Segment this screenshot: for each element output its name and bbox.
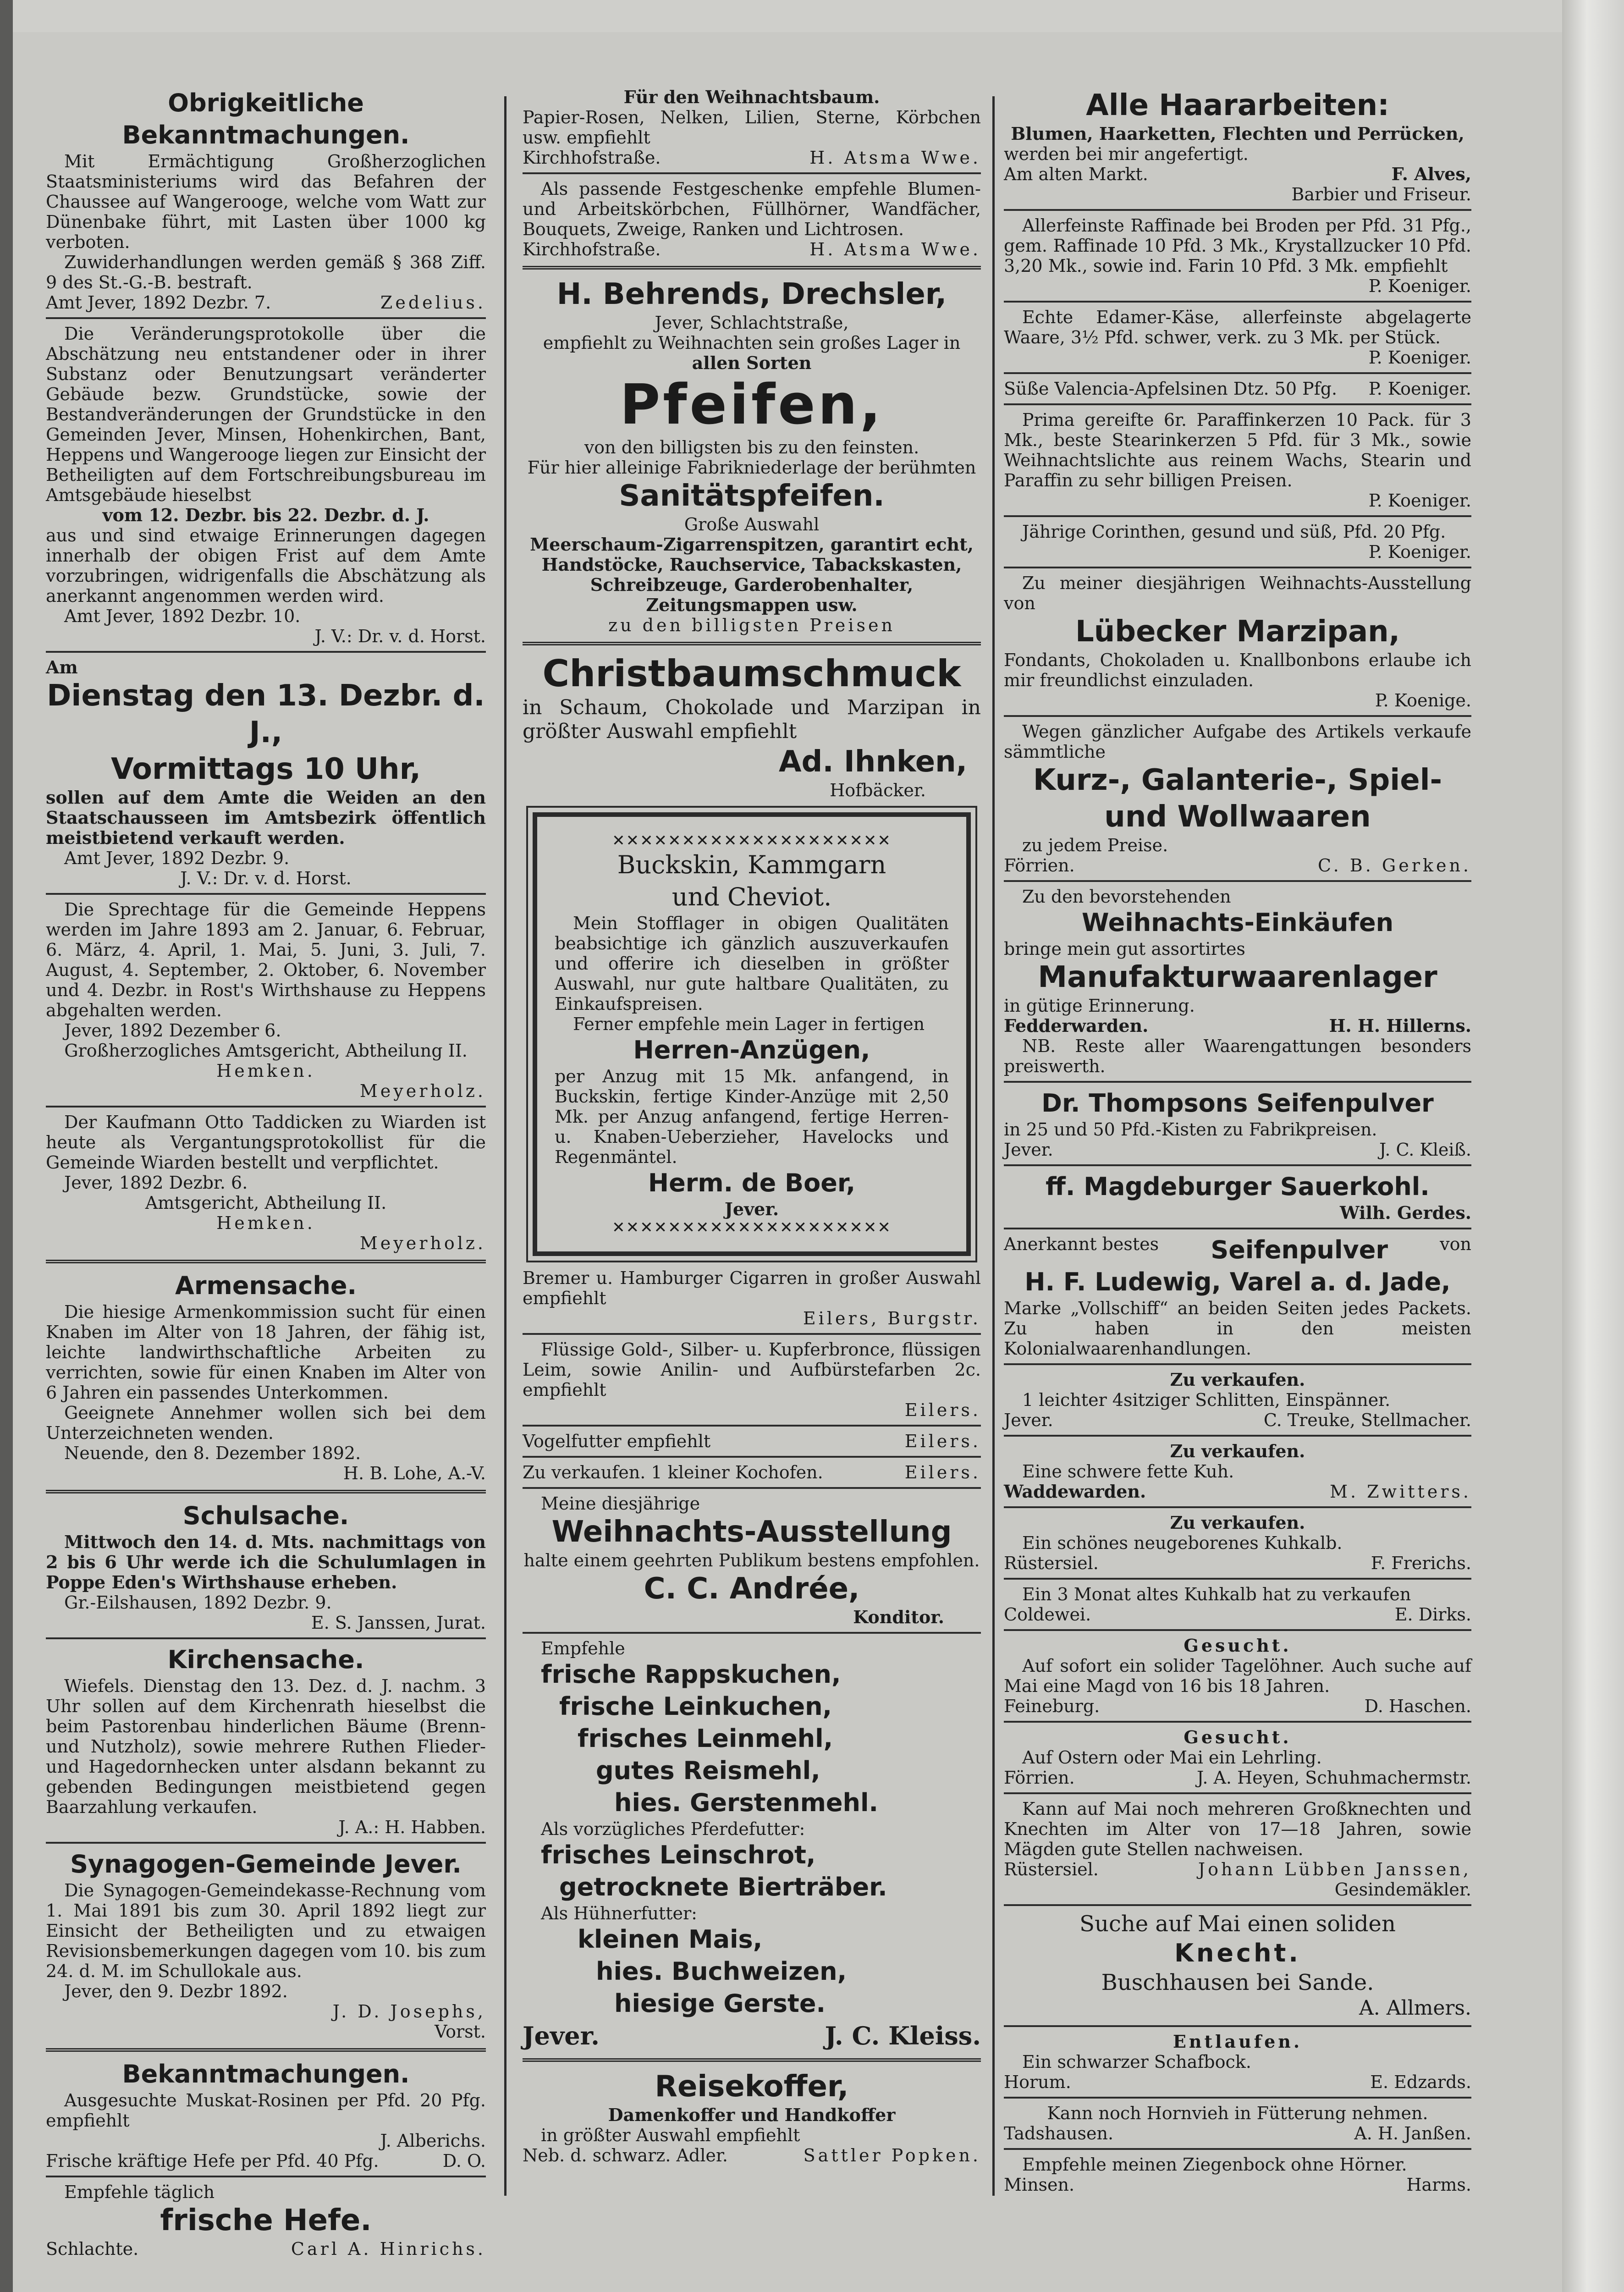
ad-escaped-sign: Horum. E. Edzards. [1004, 2072, 1471, 2092]
ad-kleiss-chicken: Als Hühnerfutter: [541, 1903, 697, 1923]
ad-sale-cow-sign: Waddewarden. M. Zwitters. [1004, 1481, 1471, 1502]
ad-popken-sub: Damenkoffer und Handkoffer [608, 2105, 896, 2125]
auction-time: Vormittags 10 Uhr, [110, 752, 421, 786]
ad-janssen: Kann auf Mai noch mehreren Großknechten und Knechten im Alter von 17—18 Jahren, sowie Mägden gute Stellen nachweisen. [1004, 1799, 1471, 1859]
ad-koeniger-candles: Prima gereifte 6r. Paraffinkerzen 10 Pack. für 3 Mk., beste Stearinkerzen 5 Pfd. für 3 Mk., sowie Weihnachtslichte aus reinem Wachs, Stearin und Paraffin zu sehr billigen Preisen. [1004, 410, 1471, 490]
ad-hillerns-title-1: Weihnachts-Einkäufen [1081, 908, 1394, 937]
divider [1004, 715, 1471, 717]
ad-behrends-all: allen Sorten [692, 353, 812, 373]
ad-koeniger-sugar-sign: P. Koeniger. [1368, 276, 1471, 296]
divider [1004, 1629, 1471, 1631]
ad-marzipan-sign: P. Koenige. [1375, 690, 1471, 711]
notice-school-sign: E. S. Janssen, Jurat. [311, 1613, 486, 1633]
ad-kleiss-l5: hies. Gerstenmehl. [614, 1788, 878, 1817]
ad-allmers-text: Suche auf Mai einen soliden [1079, 1911, 1396, 1937]
notice-signature-name: J. V.: Dr. v. d. Horst. [314, 626, 486, 646]
section-title-school: Schulsache. [182, 1501, 349, 1530]
ad-yeast-row: Frische kräftige Hefe per Pfd. 40 Pfg. D. O. [46, 2151, 486, 2171]
ad-daily: Empfehle täglich [64, 2182, 215, 2202]
notice-judge: Hemken. [216, 1061, 315, 1081]
ad-allmers-sign: A. Allmers. [1359, 1996, 1471, 2020]
divider [46, 317, 486, 319]
notice-poor-relief-sign: H. B. Lohe, A.-V. [343, 1463, 486, 1483]
ad-dirks-sign: Coldewei. E. Dirks. [1004, 1604, 1471, 1625]
ad-gerken-price: zu jedem Preise. [1022, 835, 1168, 855]
ad-behrends-items: Meerschaum-Zigarrenspitzen, garantirt echt, Handstöcke, Rauchservice, Tabackskasten, Schreibzeuge, Garderobenhalter, Zeitungsmappen usw. [530, 534, 974, 615]
ad-de-boer-box [533, 812, 971, 1256]
divider [1004, 2025, 1471, 2027]
divider [523, 1456, 981, 1458]
ad-koeniger-cheese: Echte Edamer-Käse, allerfeinste abgelagerte Waare, 3½ Pfd. schwer, verk. zu 3 Mk. per Stück. [1004, 307, 1471, 347]
ad-thompson-title: Dr. Thompsons Seifenpulver [1041, 1089, 1434, 1118]
ad-janssen-sign: Rüstersiel. Johann Lübben Janssen, [1004, 1859, 1471, 1879]
ad-sale-cow-title: Zu verkaufen. [1170, 1441, 1305, 1461]
ad-koeniger-sugar: Allerfeinste Raffinade bei Broden per Pfd. 31 Pfg., gem. Raffinade 10 Pfd. 3 Mk., Krystallzucker 10 Pfd. 3,20 Mk., sowie ind. Farin 10 Pfd. 3 Mk. empfiehlt [1004, 215, 1471, 276]
notice-poor-relief-date: Neuende, den 8. Dezember 1892. [64, 1443, 361, 1463]
ad-kleiss-horse: Als vorzügliches Pferdefutter: [541, 1819, 805, 1839]
notice-court: Großherzogliches Amtsgericht, Abtheilung II. [64, 1041, 468, 1061]
ad-behrends-sanitary: Sanitätspfeifen. [619, 479, 885, 513]
ad-behrends-price: zu den billigsten Preisen [608, 615, 895, 635]
ad-ihnken-title: Christbaumschmuck [542, 652, 961, 695]
box-place: Jever. [724, 1199, 779, 1219]
notice-synagogue-date: Jever, den 9. Dezbr 1892. [64, 1981, 288, 2001]
divider [46, 2176, 486, 2177]
divider [1004, 2097, 1471, 2099]
divider [46, 2048, 486, 2052]
divider [46, 1490, 486, 1493]
notice-wangerooge: Mit Ermächtigung Großherzoglichen Staatsministeriums wird das Befahren der Chaussee auf Wangerooge, welche vom Watt zur Dünenbake führt, mit Lasten über 1000 kg verboten. [46, 151, 486, 252]
ad-bronze: Flüssige Gold-, Silber- u. Kupferbronce, flüssigen Leim, sowie Anilin- und Aufbürstefarben 2c. empfiehlt [523, 1339, 981, 1400]
ad-escaped: Ein schwarzer Schafbock. [1022, 2052, 1251, 2072]
ad-koeniger-cheese-sign: P. Koeniger. [1368, 347, 1471, 368]
notice-clerk: Meyerholz. [359, 1081, 486, 1101]
ad-kleiss-l6: frisches Leinschrot, [541, 1840, 816, 1869]
box-ornament-bottom: ✕✕✕✕✕✕✕✕✕✕✕✕✕✕✕✕✕✕✕✕ [612, 1218, 892, 1237]
ad-behrends-text: empfiehlt zu Weihnachten sein großes Lager in [543, 333, 961, 353]
notice-synagogue: Die Synagogen-Gemeindekasse-Rechnung vom 1. Mai 1891 bis zum 30. April 1892 liegt zur Einsicht der Betheiligten und zu etwaigen Revisionsbemerkungen dagegen vom 10. bis zum 24. d. M. im Schullokale aus. [46, 1880, 486, 1981]
ad-marzipan-text: Fondants, Chokoladen u. Knallbonbons erlaube ich mir freundlichst einzuladen. [1004, 650, 1471, 690]
ad-gerken-intro: Wegen gänzlicher Aufgabe des Artikels verkaufe sämmtliche [1004, 722, 1471, 762]
ad-gerdes-title: ff. Magdeburger Sauerkohl. [1046, 1172, 1430, 1201]
divider [46, 1842, 486, 1844]
divider [46, 651, 486, 653]
notice-school: Mittwoch den 14. d. Mts. nachmittags von 2 bis 6 Uhr werde ich die Schulumlagen in Poppe Eden's Wirthshause erheben. [46, 1532, 486, 1592]
ad-cigars-sign: Eilers, Burgstr. [803, 1308, 981, 1328]
ad-koeniger-candles-sign: P. Koeniger. [1368, 490, 1471, 511]
divider [1004, 567, 1471, 568]
notice-synagogue-role: Vorst. [435, 2022, 486, 2042]
ad-koeniger-oranges: Süße Valencia-Apfelsinen Dtz. 50 Pfg. P. Koeniger. [1004, 379, 1471, 399]
divider [1004, 372, 1471, 374]
notice-taddicken-clerk: Meyerholz. [359, 1233, 486, 1253]
ad-cigars: Bremer u. Hamburger Cigarren in großer Auswahl empfiehlt [523, 1268, 981, 1308]
ad-alves-sign-row: Am alten Markt. F. Alves, [1004, 164, 1471, 184]
ad-gerdes-sign: Wilh. Gerdes. [1340, 1202, 1471, 1223]
ad-andree-intro: Meine diesjährige [541, 1493, 700, 1514]
ad-kleiss-l2: frische Leinkuchen, [559, 1692, 832, 1721]
divider [46, 1637, 486, 1639]
ad-marzipan-intro: Zu meiner diesjährigen Weihnachts-Ausstellung von [1004, 573, 1471, 613]
ad-hillerns-nb: NB. Reste aller Waarengattungen besonders preiswerth. [1004, 1036, 1471, 1076]
ad-behrends-factory: Für hier alleinige Fabrikniederlage der berühmten [527, 457, 976, 478]
divider [1004, 1435, 1471, 1437]
divider [46, 1260, 486, 1263]
ad-andree-text: halte einem geehrten Publikum bestens empfohlen. [523, 1550, 980, 1570]
ad-kleiss-sign-row: Jever. J. C. Kleiss. [523, 2021, 981, 2050]
divider [1004, 1904, 1471, 1906]
ad-kleiss-l10: hiesige Gerste. [614, 1989, 826, 2018]
ad-birdfood: Vogelfutter empfiehlt Eilers. [523, 1431, 981, 1451]
ad-gerken-title-1: Kurz-, Galanterie-, Spiel- [1033, 763, 1442, 797]
divider [523, 2058, 981, 2062]
ad-wanted-1-sign: Feineburg. D. Haschen. [1004, 1696, 1471, 1716]
ad-goat: Empfehle meinen Ziegenbock ohne Hörner. [1022, 2154, 1407, 2175]
divider [523, 1425, 981, 1427]
ad-ludewig-text: Marke „Vollschiff“ an beiden Seiten jedes Packets. Zu haben in den meisten Kolonialwaarenhandlungen. [1004, 1298, 1471, 1359]
section-title-poor-relief: Armensache. [175, 1271, 357, 1300]
ad-gifts-sign: Kirchhofstraße. H. Atsma Wwe. [523, 239, 981, 259]
divider [46, 1106, 486, 1107]
divider [523, 266, 981, 270]
ad-wanted-1-title: Gesucht. [1184, 1635, 1292, 1656]
notice-wangerooge-penalty: Zuwiderhandlungen werden gemäß § 368 Ziff. 9 des St.-G.-B. bestraft. [46, 252, 486, 292]
notice-church-sign: J. A.: H. Habben. [338, 1817, 486, 1837]
ad-popken-sign-row: Neb. d. schwarz. Adler. Sattler Popken. [523, 2145, 981, 2165]
ad-raisins: Ausgesuchte Muskat-Rosinen per Pfd. 20 Pfg. empfiehlt [46, 2090, 486, 2131]
ad-goat-sign: Minsen. Harms. [1004, 2175, 1471, 2195]
ad-sale-calf-title: Zu verkaufen. [1170, 1512, 1305, 1533]
ad-behrends-address: Jever, Schlachtstraße, [655, 313, 849, 333]
notice-protocols-dates: vom 12. Dezbr. bis 22. Dezbr. d. J. [102, 505, 429, 525]
ad-sale-cow: Eine schwere fette Kuh. [1022, 1461, 1234, 1482]
notice-church: Wiefels. Dienstag den 13. Dez. d. J. nachm. 3 Uhr sollen auf dem Kirchenrath hieselbst die beim Pastorenbau hinderlichen Bäume (Brenn- und Nutzholz), sowie mehrere Ruthen Flieder- und Hagedornhecken unter alsdann bekannt zu gebenden Bedingungen meistbietend gegen Baarzahlung verkaufen. [46, 1676, 486, 1817]
ad-kleiss-l7: getrocknete Bierträber. [559, 1873, 887, 1901]
ad-behrends-pipes: Pfeifen, [620, 373, 884, 437]
column-classifieds [1004, 87, 1471, 2205]
ad-koeniger-currants: Jährige Corinthen, gesund und süß, Pfd. 20 Pfg. [1022, 522, 1446, 542]
divider [1004, 1164, 1471, 1166]
ad-sale-sled-title: Zu verkaufen. [1170, 1369, 1305, 1390]
ad-gifts: Als passende Festgeschenke empfehle Blumen- und Arbeitskörbchen, Füllhörner, Wandfächer, Bouquets, Zweige, Ranken und Lichtrosen. [523, 179, 981, 239]
column-divider-right [992, 96, 995, 2196]
ad-cattle: Kann noch Hornvieh in Fütterung nehmen. [1047, 2103, 1428, 2123]
book-binding-edge [0, 0, 13, 2292]
page-stack-edge [1562, 0, 1624, 2292]
ad-sale-sled-sign: Jever. C. Treuke, Stellmacher. [1004, 1410, 1471, 1430]
box-text-3: per Anzug mit 15 Mk. anfangend, in Buckskin, fertige Kinder-Anzüge mit 2,50 Mk. per Anzug anfangend, fertige Herren- u. Knaben-Ueberzieher, Havelocks und Regenmäntel. [555, 1066, 949, 1167]
ad-wanted-2-sign: Förrien. J. A. Heyen, Schuhmachermstr. [1004, 1768, 1471, 1788]
ad-ihnken-role: Hofbäcker. [830, 780, 926, 800]
notice-poor-relief: Die hiesige Armenkommission sucht für einen Knaben im Alter von 18 Jahren, der fähig ist, leichte landwirthschaftliche Arbeiten zu verrichten, sowie für einen Knaben im Alter von 6 Jahren ein passendes Unterkommen. [46, 1302, 486, 1403]
ad-kleiss-l8: kleinen Mais, [578, 1925, 763, 1954]
divider [1004, 1506, 1471, 1508]
ad-kleiss-l3: frisches Leinmehl, [578, 1724, 833, 1753]
box-ornament-top: ✕✕✕✕✕✕✕✕✕✕✕✕✕✕✕✕✕✕✕✕ [612, 832, 892, 850]
box-text-1: Mein Stofflager in obigen Qualitäten beabsichtige ich gänzlich auszuverkaufen und offerire ich dieselben in größter Auswahl, nur gute haltbare Qualitäten, zu Einkaufspreisen. [555, 913, 949, 1014]
divider [1004, 403, 1471, 405]
ad-dirks: Ein 3 Monat altes Kuhkalb hat zu verkaufen [1022, 1584, 1411, 1604]
ad-ihnken-sign: Ad. Ihnken, [779, 745, 967, 779]
ad-andree-sign: C. C. Andrée, [644, 1572, 860, 1606]
divider [46, 893, 486, 895]
divider [523, 1487, 981, 1489]
ad-thompson-sign-row: Jever. J. C. Kleiß. [1004, 1140, 1471, 1160]
ad-sale-calf: Ein schönes neugeborenes Kuhkalb. [1022, 1533, 1343, 1553]
ad-kleiss-l9: hies. Buchweizen, [596, 1957, 847, 1986]
ad-alves-sub: Blumen, Haarketten, Flechten und Perrücken, [1011, 123, 1464, 144]
ad-gerken-sign-row: Förrien. C. B. Gerken. [1004, 855, 1471, 876]
ad-behrends-name: H. Behrends, Drechsler, [556, 277, 947, 311]
box-title-2: und Cheviot. [672, 882, 832, 911]
ad-fresh-yeast: frische Hefe. [160, 2204, 372, 2237]
notice-taddicken-court: Amtsgericht, Abtheilung II. [145, 1193, 387, 1213]
ad-raisins-sign: J. Alberichs. [380, 2131, 486, 2151]
column-official-notices [46, 87, 486, 2259]
ad-wanted-2: Auf Ostern oder Mai ein Lehrling. [1022, 1747, 1322, 1768]
divider [1004, 1363, 1471, 1365]
ad-hillerns-text: bringe mein gut assortirtes [1004, 939, 1245, 959]
ad-popken-title: Reisekoffer, [655, 2070, 849, 2104]
divider [1004, 209, 1471, 211]
ad-behrends-selection: Große Auswahl [684, 514, 820, 534]
box-text-2: Ferner empfehle mein Lager in fertigen [573, 1014, 925, 1034]
ad-hillerns-sign-row: Fedderwarden. H. H. Hillerns. [1004, 1015, 1471, 1036]
ad-hillerns-text-2: in gütige Erinnerung. [1004, 996, 1195, 1016]
section-title-church: Kirchensache. [167, 1645, 364, 1674]
ad-alves-title: Alle Haararbeiten: [1086, 88, 1389, 122]
notice-synagogue-sign: J. D. Josephs, [332, 2001, 486, 2022]
auction-day: Dienstag den 13. Dezbr. d. J., [47, 679, 485, 749]
section-title-synagogue: Synagogen-Gemeinde Jever. [70, 1850, 462, 1879]
divider [1004, 1721, 1471, 1723]
ad-escaped-title: Entlaufen. [1173, 2031, 1303, 2052]
ad-kleiss-intro: Empfehle [541, 1638, 625, 1658]
divider [1004, 515, 1471, 517]
notice-office-date: Jever, 1892 Dezember 6. [64, 1020, 281, 1041]
notice-office-days: Die Sprechtage für die Gemeinde Heppens werden im Jahre 1893 am 2. Januar, 6. Februar, 6. März, 4. April, 1. Mai, 5. Juni, 3. Juli, 7. August, 4. September, 2. Oktober, 6. November und 4. Dezbr. in Rost's Wirthshause zu Heppens abgehalten werden. [46, 899, 486, 1020]
auction-signature-name: J. V.: Dr. v. d. Horst. [180, 868, 352, 888]
ad-thompson-text: in 25 und 50 Pfd.-Kisten zu Fabrikpreisen. [1004, 1119, 1377, 1140]
ad-christmas-tree-sign: Kirchhofstraße. H. Atsma Wwe. [523, 148, 981, 168]
box-sign: Herm. de Boer, [648, 1168, 856, 1197]
ad-ihnken-text: in Schaum, Chokolade und Marzipan in größter Auswahl empfiehlt [523, 696, 981, 743]
ad-janssen-role: Gesindemäkler. [1334, 1879, 1471, 1900]
divider [1004, 1081, 1471, 1083]
notice-taddicken: Der Kaufmann Otto Taddicken zu Wiarden ist heute als Vergantungsprotokollist für die Gemeinde Wiarden bestellt und verpflichtet. [46, 1112, 486, 1173]
notice-taddicken-date: Jever, 1892 Dezbr. 6. [64, 1173, 248, 1193]
column-divider-left [504, 96, 506, 2196]
ad-christmas-tree: Papier-Rosen, Nelken, Lilien, Sterne, Körbchen usw. empfiehlt [523, 107, 981, 148]
ad-cattle-sign: Tadshausen. A. H. Janßen. [1004, 2123, 1471, 2143]
auction-text: sollen auf dem Amte die Weiden an den Staatschausseen im Amtsbezirk öffentlich meistbietend verkauft werden. [46, 787, 486, 848]
notice-poor-relief-contact: Geeignete Annehmer wollen sich bei dem Unterzeichneten wenden. [46, 1403, 486, 1443]
ad-ludewig-row: Anerkannt bestes Seifenpulver von [1004, 1234, 1471, 1264]
divider [523, 1632, 981, 1634]
ad-wanted-2-title: Gesucht. [1184, 1727, 1292, 1747]
ad-allmers-place: Buschhausen bei Sande. [1101, 1970, 1374, 1995]
notice-protocols-cont: aus und sind etwaige Erinnerungen dagegen innerhalb der obigen Frist auf dem Amte vorzubringen, widrigenfalls die Abschätzung als anerkannt angenommen werden wird. [46, 525, 486, 606]
ad-christmas-tree-title: Für den Weihnachtsbaum. [623, 87, 880, 107]
divider [523, 1333, 981, 1335]
ad-gerken-title-2: und Wollwaaren [1104, 800, 1371, 834]
notice-signature-row: Amt Jever, 1892 Dezbr. 7. Zedelius. [46, 292, 486, 313]
box-title-1: Buckskin, Kammgarn [617, 850, 886, 879]
divider [1004, 301, 1471, 303]
ad-koeniger-currants-sign: P. Koeniger. [1368, 542, 1471, 562]
ad-popken-text: in größter Auswahl empfiehlt [541, 2125, 800, 2145]
divider [1004, 2148, 1471, 2150]
ad-sale-sled: 1 leichter 4sitziger Schlitten, Einspänner. [1022, 1390, 1391, 1410]
divider [1004, 1578, 1471, 1580]
ad-kleiss-l1: frische Rappskuchen, [541, 1660, 841, 1689]
section-title-announcements: Bekanntmachungen. [122, 2060, 410, 2088]
section-title-official: Obrigkeitliche Bekanntmachungen. [122, 88, 410, 149]
ad-alves-text: werden bei mir angefertigt. [1004, 144, 1249, 164]
divider [1004, 1228, 1471, 1229]
notice-taddicken-judge: Hemken. [216, 1213, 315, 1233]
ad-ludewig-name: H. F. Ludewig, Varel a. d. Jade, [1024, 1267, 1451, 1296]
ad-andree-role: Konditor. [853, 1607, 944, 1627]
ad-behrends-range: von den billigsten bis zu den feinsten. [584, 437, 919, 457]
ad-hillerns-intro: Zu den bevorstehenden [1022, 887, 1231, 907]
notice-protocols: Die Veränderungsprotokolle über die Abschätzung neu entstandener oder in ihrer Substanz oder Benutzungsart veränderter Gebäude bezw. Grundstücke, sowie der Bestandveränderungen der Grundstücke in den Gemeinden Jever, Minsen, Hohenkirchen, Bant, Heppens und Wangerooge liegen zur Einsicht der Betheiligten auf dem Fortschreibungsbureau im Amtsgebäude hieselbst [46, 324, 486, 505]
notice-school-date: Gr.-Eilshausen, 1892 Dezbr. 9. [64, 1592, 332, 1613]
ad-wanted-1: Auf sofort ein solider Tagelöhner. Auch suche auf Mai eine Magd von 16 bis 18 Jahren. [1004, 1656, 1471, 1696]
box-suits: Herren-Anzügen, [633, 1036, 870, 1064]
divider [523, 172, 981, 174]
divider [1004, 1792, 1471, 1794]
ad-kleiss-l4: gutes Reismehl, [596, 1756, 820, 1785]
auction-signature-place: Amt Jever, 1892 Dezbr. 9. [64, 848, 290, 868]
ad-bronze-sign: Eilers. [904, 1400, 981, 1420]
divider [1004, 880, 1471, 882]
ad-daily-sign-row: Schlachte. Carl A. Hinrichs. [46, 2239, 486, 2259]
ad-stove: Zu verkaufen. 1 kleiner Kochofen. Eilers. [523, 1462, 981, 1482]
ad-alves-role: Barbier und Friseur. [1291, 184, 1471, 204]
ad-allmers-title: Knecht. [1174, 1939, 1301, 1967]
auction-am: Am [46, 657, 78, 678]
column-christmas-ads [523, 87, 981, 2205]
divider [523, 642, 981, 645]
ad-sale-calf-sign: Rüstersiel. F. Frerichs. [1004, 1553, 1471, 1573]
notice-signature-place: Amt Jever, 1892 Dezbr. 10. [64, 606, 301, 626]
ad-marzipan-title: Lübecker Marzipan, [1075, 615, 1400, 649]
ad-hillerns-title-2: Manufakturwaarenlager [1038, 960, 1437, 994]
ad-andree-exhibition: Weihnachts-Ausstellung [551, 1515, 952, 1549]
